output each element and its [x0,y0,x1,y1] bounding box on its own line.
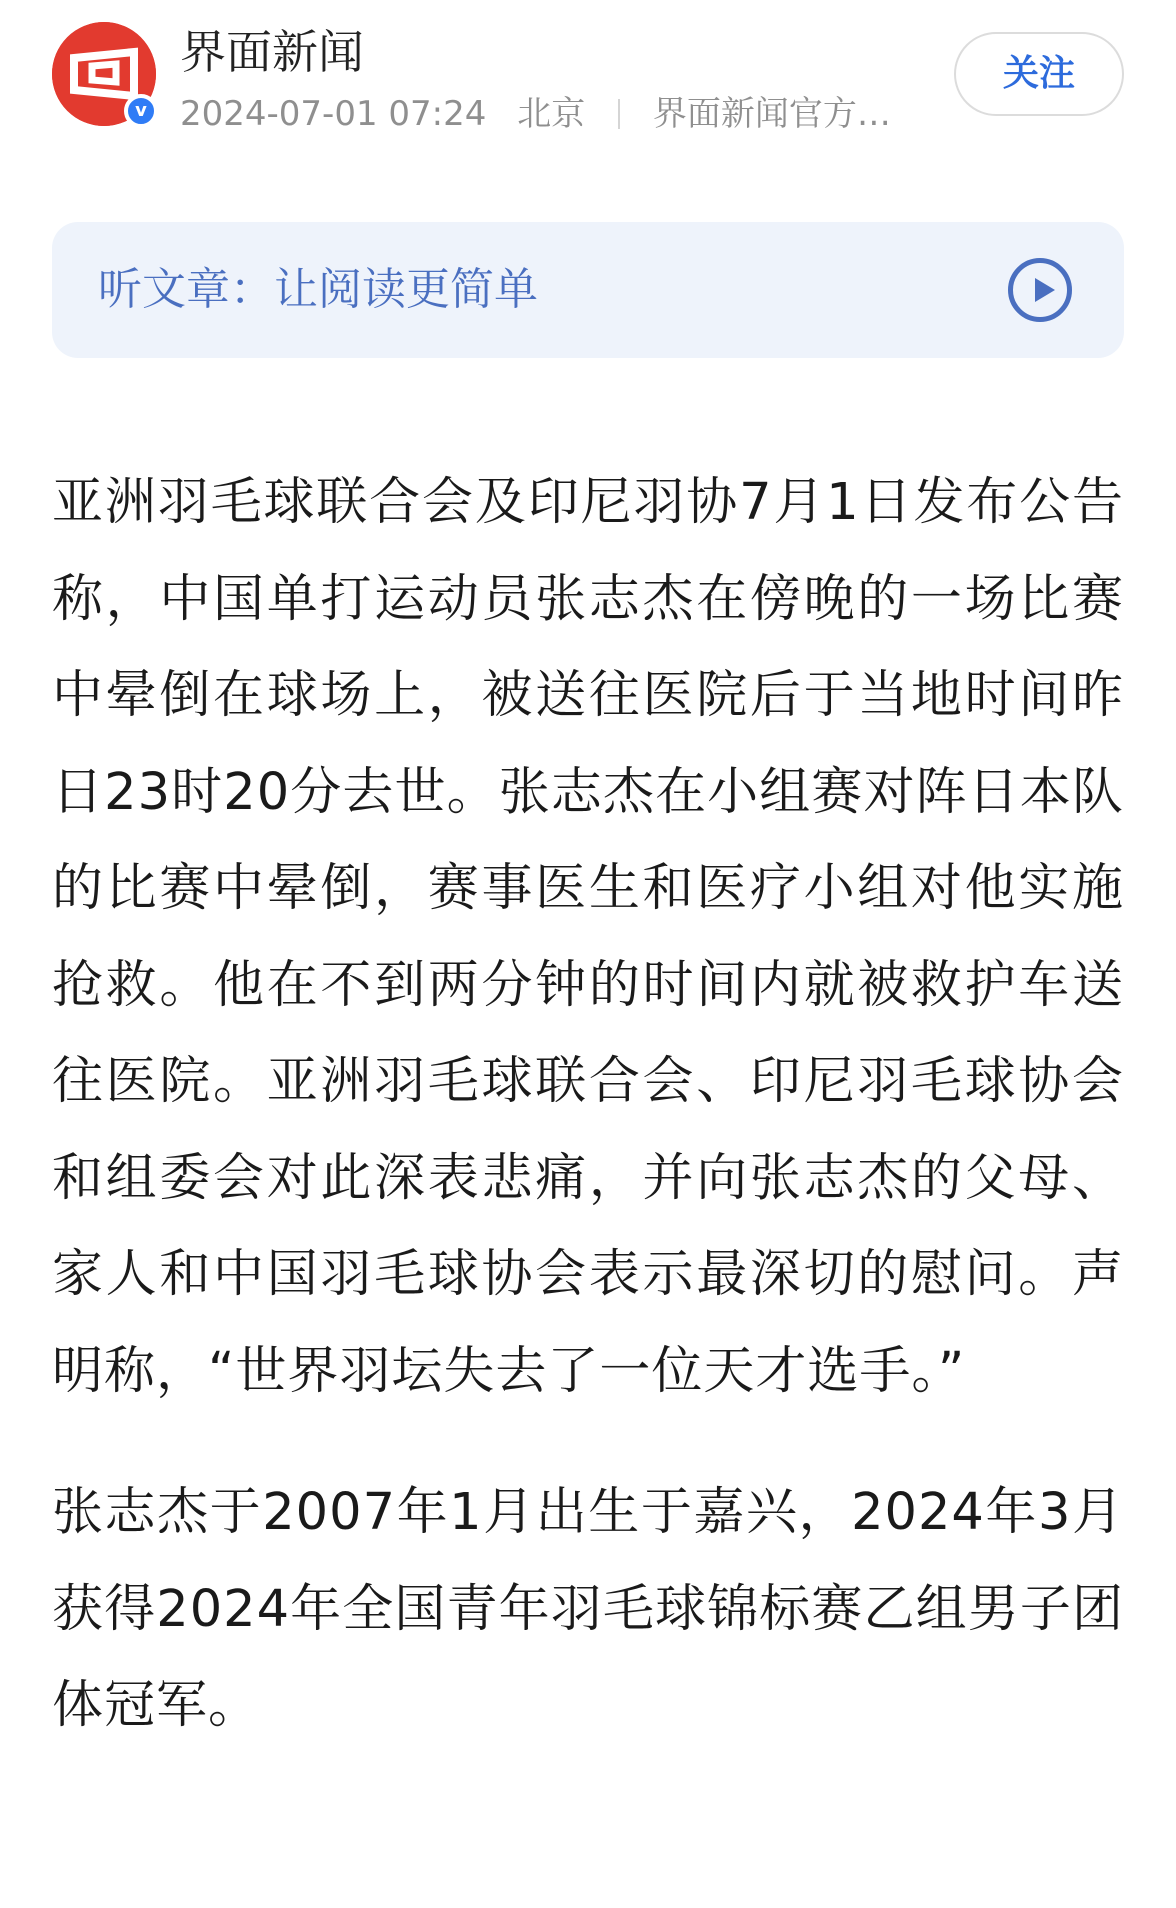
publish-datetime: 2024-07-01 07:24 [180,93,487,134]
source-name[interactable]: 界面新闻 [180,25,364,79]
article-paragraph: 亚洲羽毛球联合会及印尼羽协7月1日发布公告称，中国单打运动员张志杰在傍晚的一场比赛中晕倒在球场上，被送往医院后于当地时间昨日23时20分去世。张志杰在小组赛对阵日本队的比赛中晕倒，赛事医生和医疗小组对他实施抢救。他在不到两分钟的时间内就被救护车送往医院。亚洲羽毛球联合会、印尼羽毛球协会和组委会对此深表悲痛，并向张志杰的父母、家人和中国羽毛球协会表示最深切的慰问。声明称，“世界羽坛失去了一位天才选手。” [52,473,1124,1401]
publish-location: 北京 [517,93,586,134]
article-body [52,455,1124,1755]
account-label[interactable]: 界面新闻官方… [652,93,891,134]
listen-article-label: 听文章：让阅读更简单 [98,264,538,315]
play-circle-icon[interactable] [1008,258,1072,322]
meta-divider [618,99,620,129]
source-avatar[interactable] [52,22,156,126]
listen-article-banner[interactable] [52,222,1124,358]
follow-button[interactable]: 关注 [954,32,1124,116]
article-header [52,22,1124,134]
verified-check-icon: v [124,94,158,128]
article-paragraph: 张志杰于2007年1月出生于嘉兴，2024年3月获得2024年全国青年羽毛球锦标赛乙组男子团体冠军。 [52,1483,1124,1735]
article-meta [180,90,891,136]
